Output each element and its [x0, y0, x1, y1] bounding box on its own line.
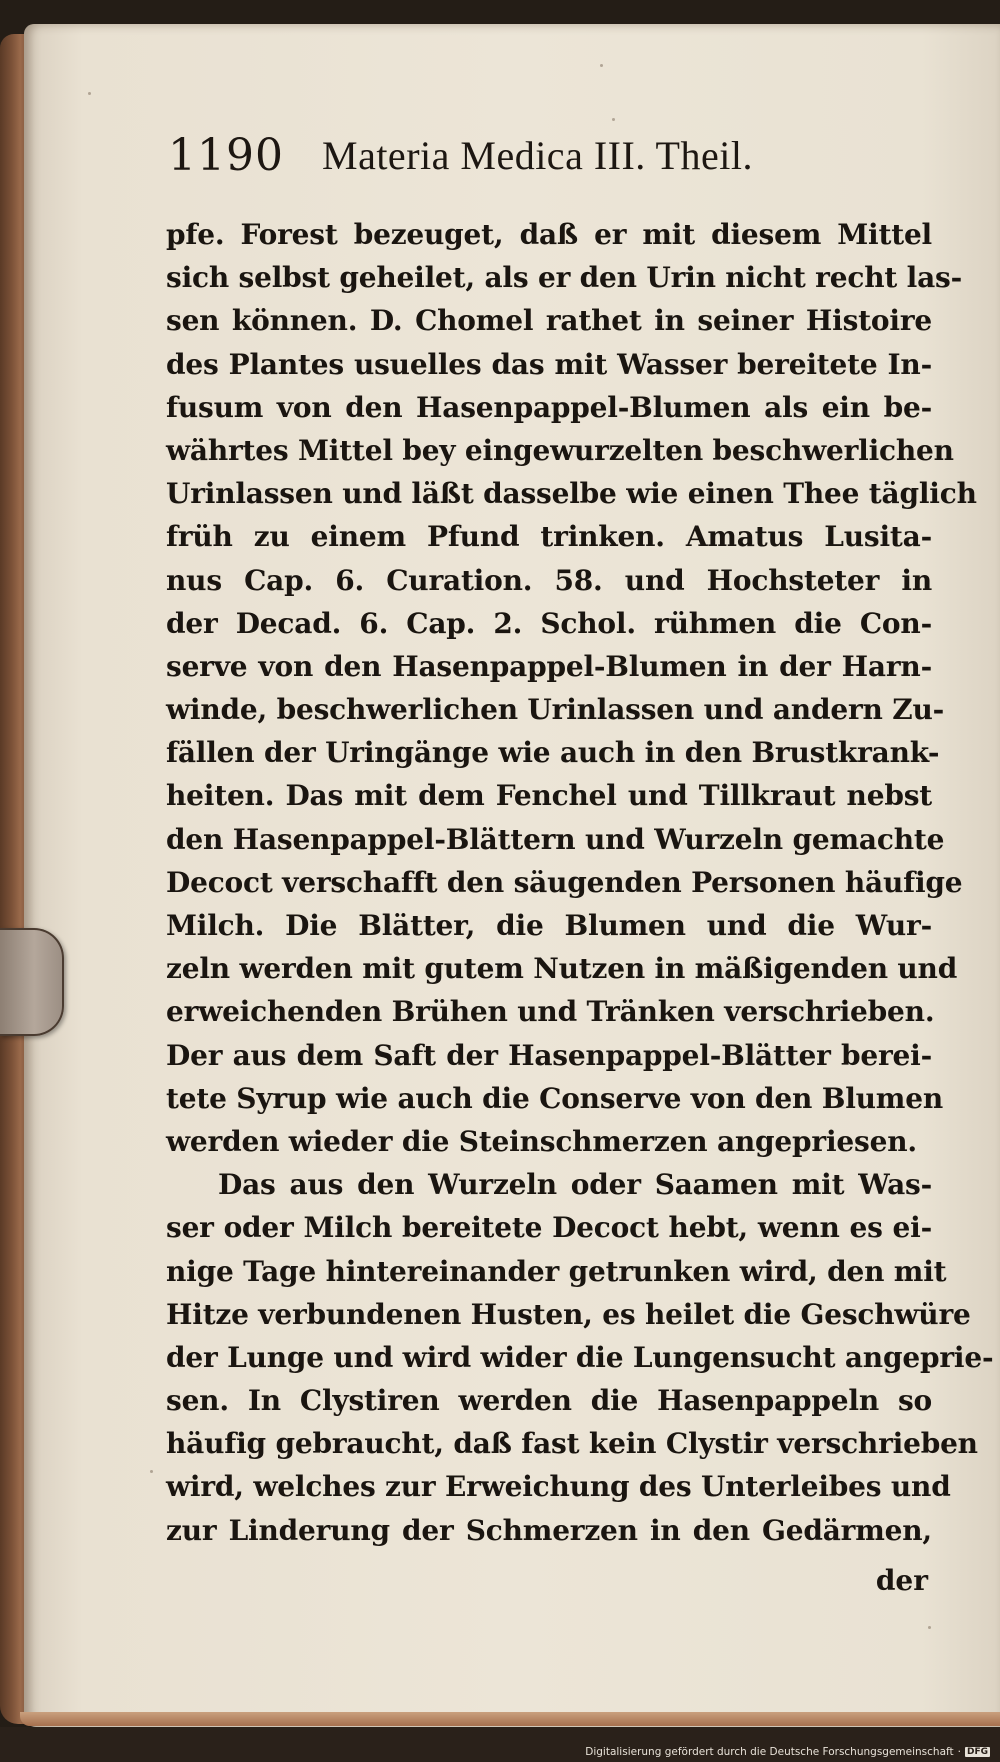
digitization-credit: [585, 1746, 990, 1758]
page-number: 1190: [168, 130, 284, 181]
text-line: der Decad. 6. Cap. 2. Schol. rühmen die Con-: [166, 606, 932, 640]
text-line: den Hasenpappel-Blättern und Wurzeln gemachte: [166, 822, 945, 856]
text-line: werden wieder die Steinschmerzen angepriesen.: [166, 1124, 917, 1158]
text-line: währtes Mittel bey eingewurzelten beschwerlichen: [166, 433, 954, 467]
text-line: heiten. Das mit dem Fenchel und Tillkraut nebst: [166, 779, 932, 813]
credit-text: Digitalisierung gefördert durch die Deutsche Forschungsgemeinschaft: [585, 1746, 954, 1758]
text-line: pfe. Forest bezeuget, daß er mit diesem Mittel: [166, 218, 932, 251]
catchword: der: [875, 1564, 928, 1597]
body-text: [166, 213, 994, 1552]
text-line: sen können. D. Chomel rathet in seiner Histoire: [166, 304, 932, 338]
text-line: Milch. Die Blätter, die Blumen und die Wur-: [166, 909, 932, 942]
text-line: Urinlassen und läßt dasselbe wie einen Thee täglich: [166, 477, 977, 511]
text-line: zur Linderung der Schmerzen in den Gedärmen,: [166, 1513, 932, 1547]
text-line: wird, welches zur Erweichung des Unterleibes und: [166, 1470, 951, 1504]
text-line: sich selbst geheilet, als er den Urin nicht recht las-: [166, 261, 962, 295]
text-line: der Lunge und wird wider die Lungensucht angeprie-: [166, 1340, 994, 1374]
text-line: ser oder Milch bereitete Decoct hebt, wenn es ei-: [166, 1211, 932, 1245]
paper-speck: [150, 1470, 153, 1473]
paper-speck: [928, 1626, 931, 1629]
text-line: häufig gebraucht, daß fast kein Clystir verschrieben: [166, 1427, 978, 1461]
text-line: serve von den Hasenpappel-Blumen in der Harn-: [166, 649, 932, 683]
text-line: früh zu einem Pfund trinken. Amatus Lusita-: [166, 520, 932, 554]
text-line: des Plantes usuelles das mit Wasser bereitete In-: [166, 347, 932, 381]
credit-separator: ·: [957, 1746, 961, 1758]
page-clip-tab: [0, 928, 64, 1036]
text-line: winde, beschwerlichen Urinlassen und andern Zu-: [166, 693, 945, 727]
text-line: fusum von den Hasenpappel-Blumen als ein be-: [166, 390, 932, 424]
text-line: zeln werden mit gutem Nutzen in mäßigenden und: [166, 952, 958, 986]
text-line: Hitze verbundenen Husten, es heilet die Geschwüre: [166, 1297, 971, 1331]
text-line: erweichenden Brühen und Tränken verschrieben.: [166, 995, 935, 1029]
paper-speck: [88, 92, 91, 95]
text-line: Decoct verschafft den säugenden Personen häufige: [166, 865, 963, 899]
running-head: Materia Medica III. Theil.: [322, 133, 753, 178]
text-line: nige Tage hintereinander getrunken wird, den mit: [166, 1254, 947, 1288]
text-line: Der aus dem Saft der Hasenpappel-Blätter berei-: [166, 1038, 932, 1072]
paper-speck: [612, 118, 615, 121]
text-line: nus Cap. 6. Curation. 58. und Hochsteter in: [166, 563, 932, 597]
dfg-logo-icon: DFG: [966, 1747, 988, 1757]
text-line: fällen der Uringänge wie auch in den Brustkrank-: [166, 736, 940, 770]
text-line: sen. In Clystiren werden die Hasenpappeln so: [166, 1384, 932, 1418]
paper-speck: [600, 64, 603, 67]
page-bottom-edge: [20, 1712, 1000, 1726]
text-line: tete Syrup wie auch die Conserve von den Blumen: [166, 1081, 943, 1115]
text-line-paragraph-start: Das aus den Wurzeln oder Saamen mit Was-: [218, 1168, 932, 1202]
page-header: [168, 126, 928, 190]
